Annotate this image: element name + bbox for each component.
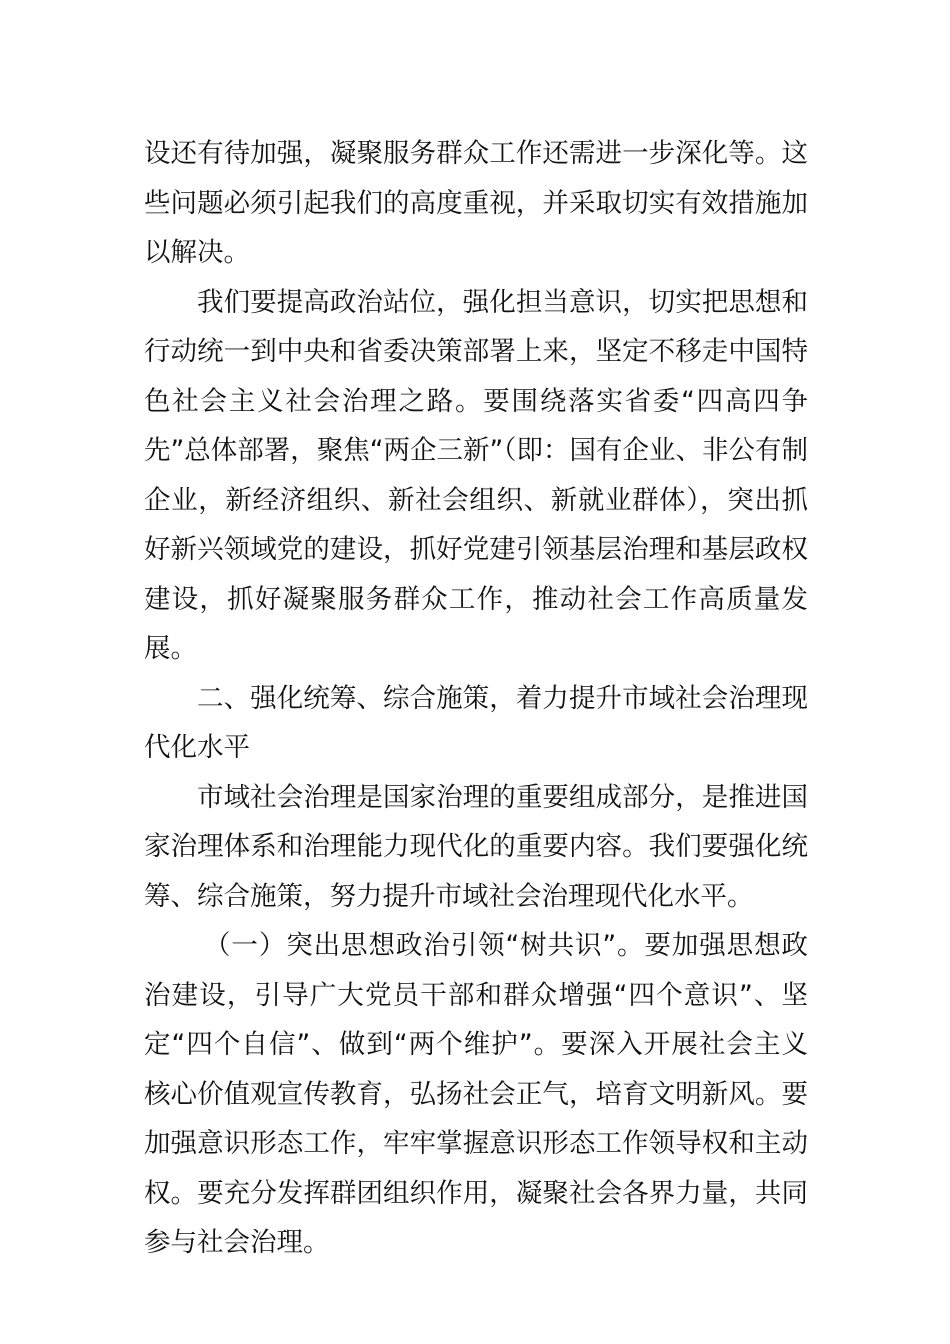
paragraph-political-stance: 我们要提高政治站位，强化担当意识，切实把思想和行动统一到中央和省委决策部署上来，坚定不移走中国特色社会主义社会治理之路。要围绕落实省委“四高四争先”总体部署，聚焦“两企三新”（即：国有企业、非公有制企业，新经济组织、新社会组织、新就业群体），突出抓好新兴领域党的建设，抓好党建引领基层治理和基层政权建设，抓好凝聚服务群众工作，推动社会工作高质量发展。 bbox=[144, 286, 808, 664]
section-heading-two: 二、强化统筹、综合施策，着力提升市域社会治理现代化水平 bbox=[144, 682, 808, 763]
paragraph-ideological-guidance: （一）突出思想政治引领“树共识”。要加强思想政治建设，引导广大党员干部和群众增强“四个意识”、坚定“四个自信”、做到“两个维护”。要深入开展社会主义核心价值观宣传教育，弘扬社会正气，培育文明新风。要加强意识形态工作，牢牢掌握意识形态工作领导权和主动权。要充分发挥群团组织作用，凝聚社会各界力量，共同参与社会治理。 bbox=[144, 930, 808, 1258]
paragraph-continuation: 设还有待加强，凝聚服务群众工作还需进一步深化等。这些问题必须引起我们的高度重视，并采取切实有效措施加以解决。 bbox=[144, 138, 808, 268]
document-body bbox=[144, 129, 808, 1268]
paragraph-municipal-governance: 市域社会治理是国家治理的重要组成部分，是推进国家治理体系和治理能力现代化的重要内容。我们要强化统筹、综合施策，努力提升市域社会治理现代化水平。 bbox=[144, 781, 808, 912]
